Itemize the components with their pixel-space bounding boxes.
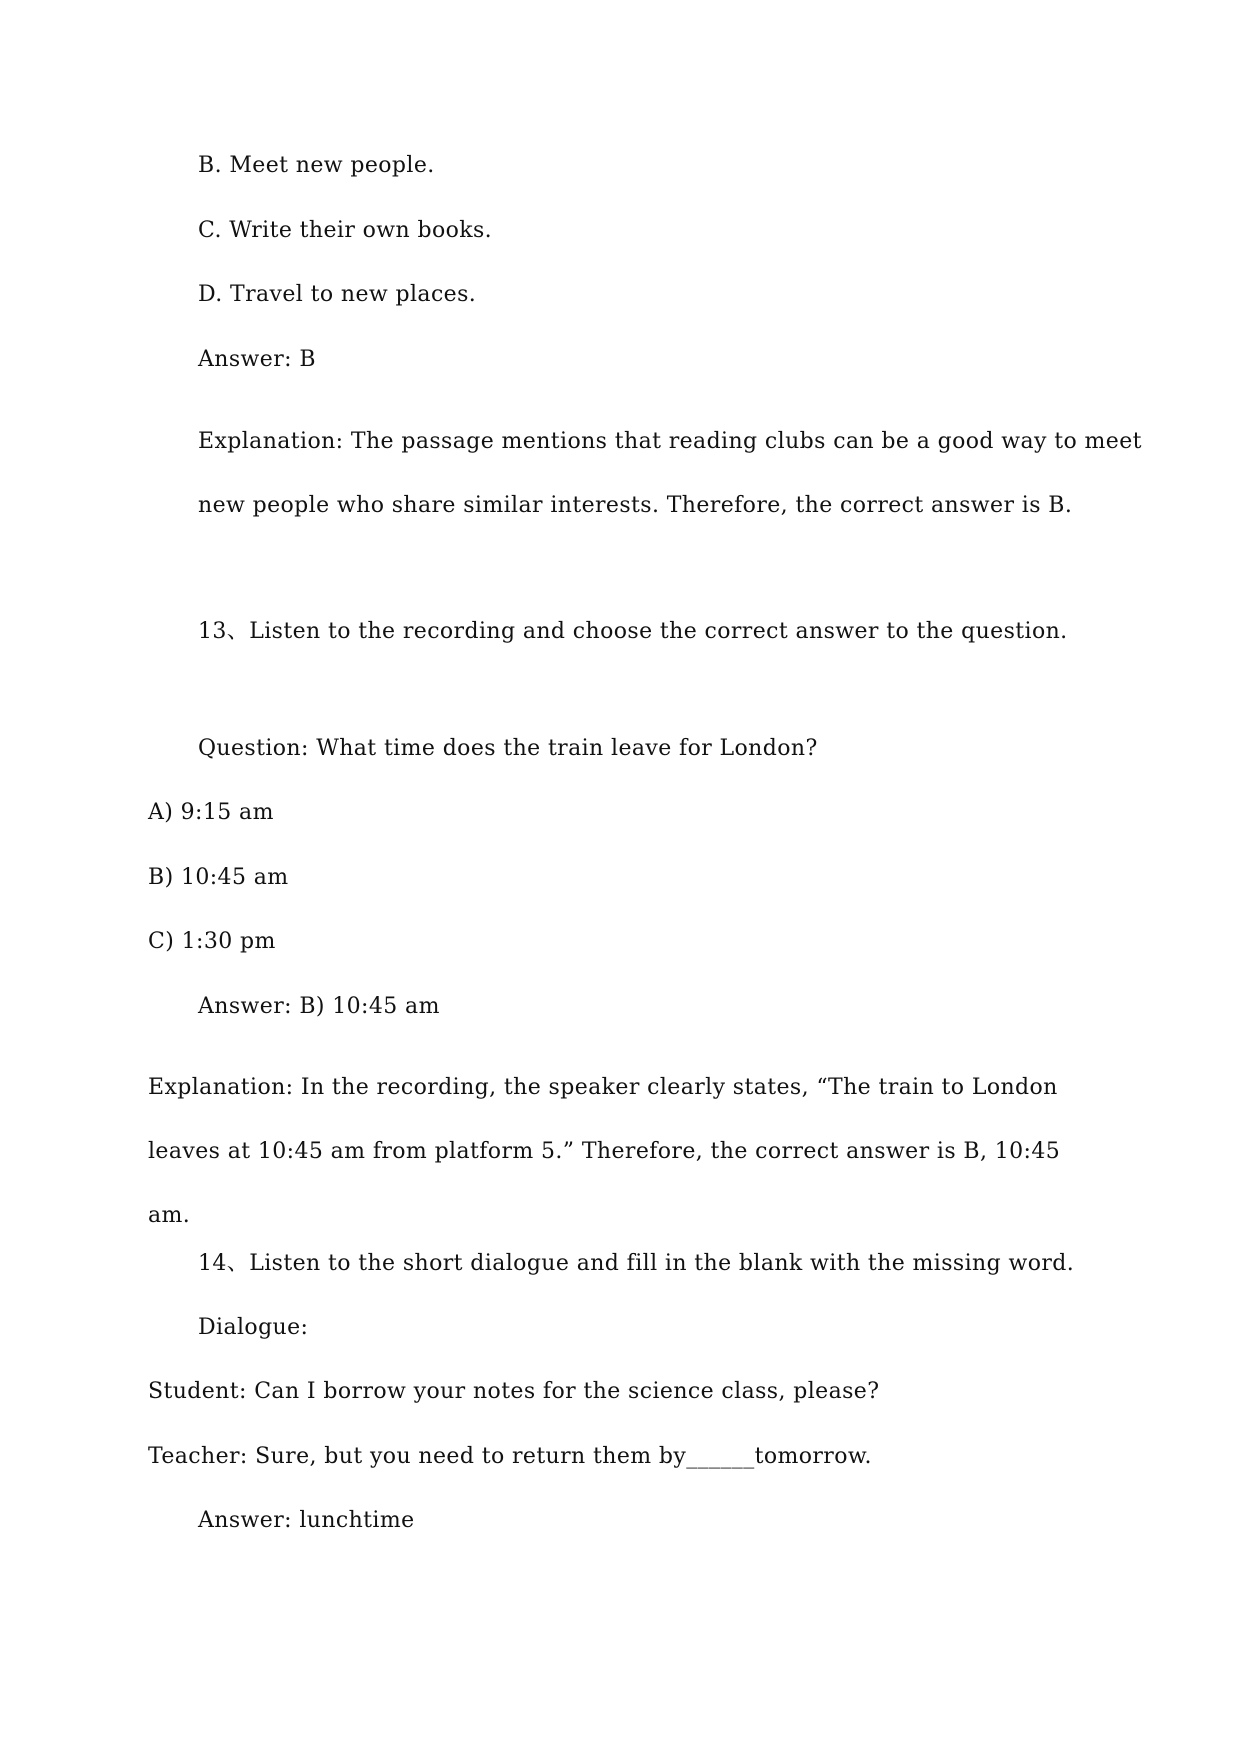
option-a-line: A) 9:15 am — [148, 800, 274, 825]
question-14: 14、Listen to the short dialogue and fill in the blank with the missing word. — [198, 1251, 1075, 1276]
answer-12-line: Answer: B — [198, 347, 316, 372]
dialogue-label: Dialogue: — [198, 1315, 309, 1340]
student-line: Student: Can I borrow your notes for the science class, please? — [148, 1379, 880, 1404]
option-b-time-line: B) 10:45 am — [148, 865, 289, 890]
option-b-line: B. Meet new people. — [198, 153, 435, 178]
question-13-prompt: Question: What time does the train leave for London? — [198, 736, 818, 761]
option-c-line: C. Write their own books. — [198, 218, 493, 243]
option-c-time-line: C) 1:30 pm — [148, 929, 276, 954]
teacher-line: Teacher: Sure, but you need to return them by______tomorrow. — [148, 1444, 872, 1469]
explanation-12: Explanation: The passage mentions that reading clubs can be a good way to meet new people who share similar interests. Therefore, the correct answer is B. — [198, 429, 1142, 518]
question-13: 13、Listen to the recording and choose the correct answer to the question. — [198, 619, 1068, 644]
option-d-line: D. Travel to new places. — [198, 282, 477, 307]
answer-13-line: Answer: B) 10:45 am — [198, 994, 440, 1019]
answer-14-line: Answer: lunchtime — [198, 1508, 415, 1533]
explanation-13: Explanation: In the recording, the speaker clearly states, “The train to London leaves at 10:45 am from platform 5.” Therefore, the correct answer is B, 10:45 am. — [148, 1075, 1061, 1228]
